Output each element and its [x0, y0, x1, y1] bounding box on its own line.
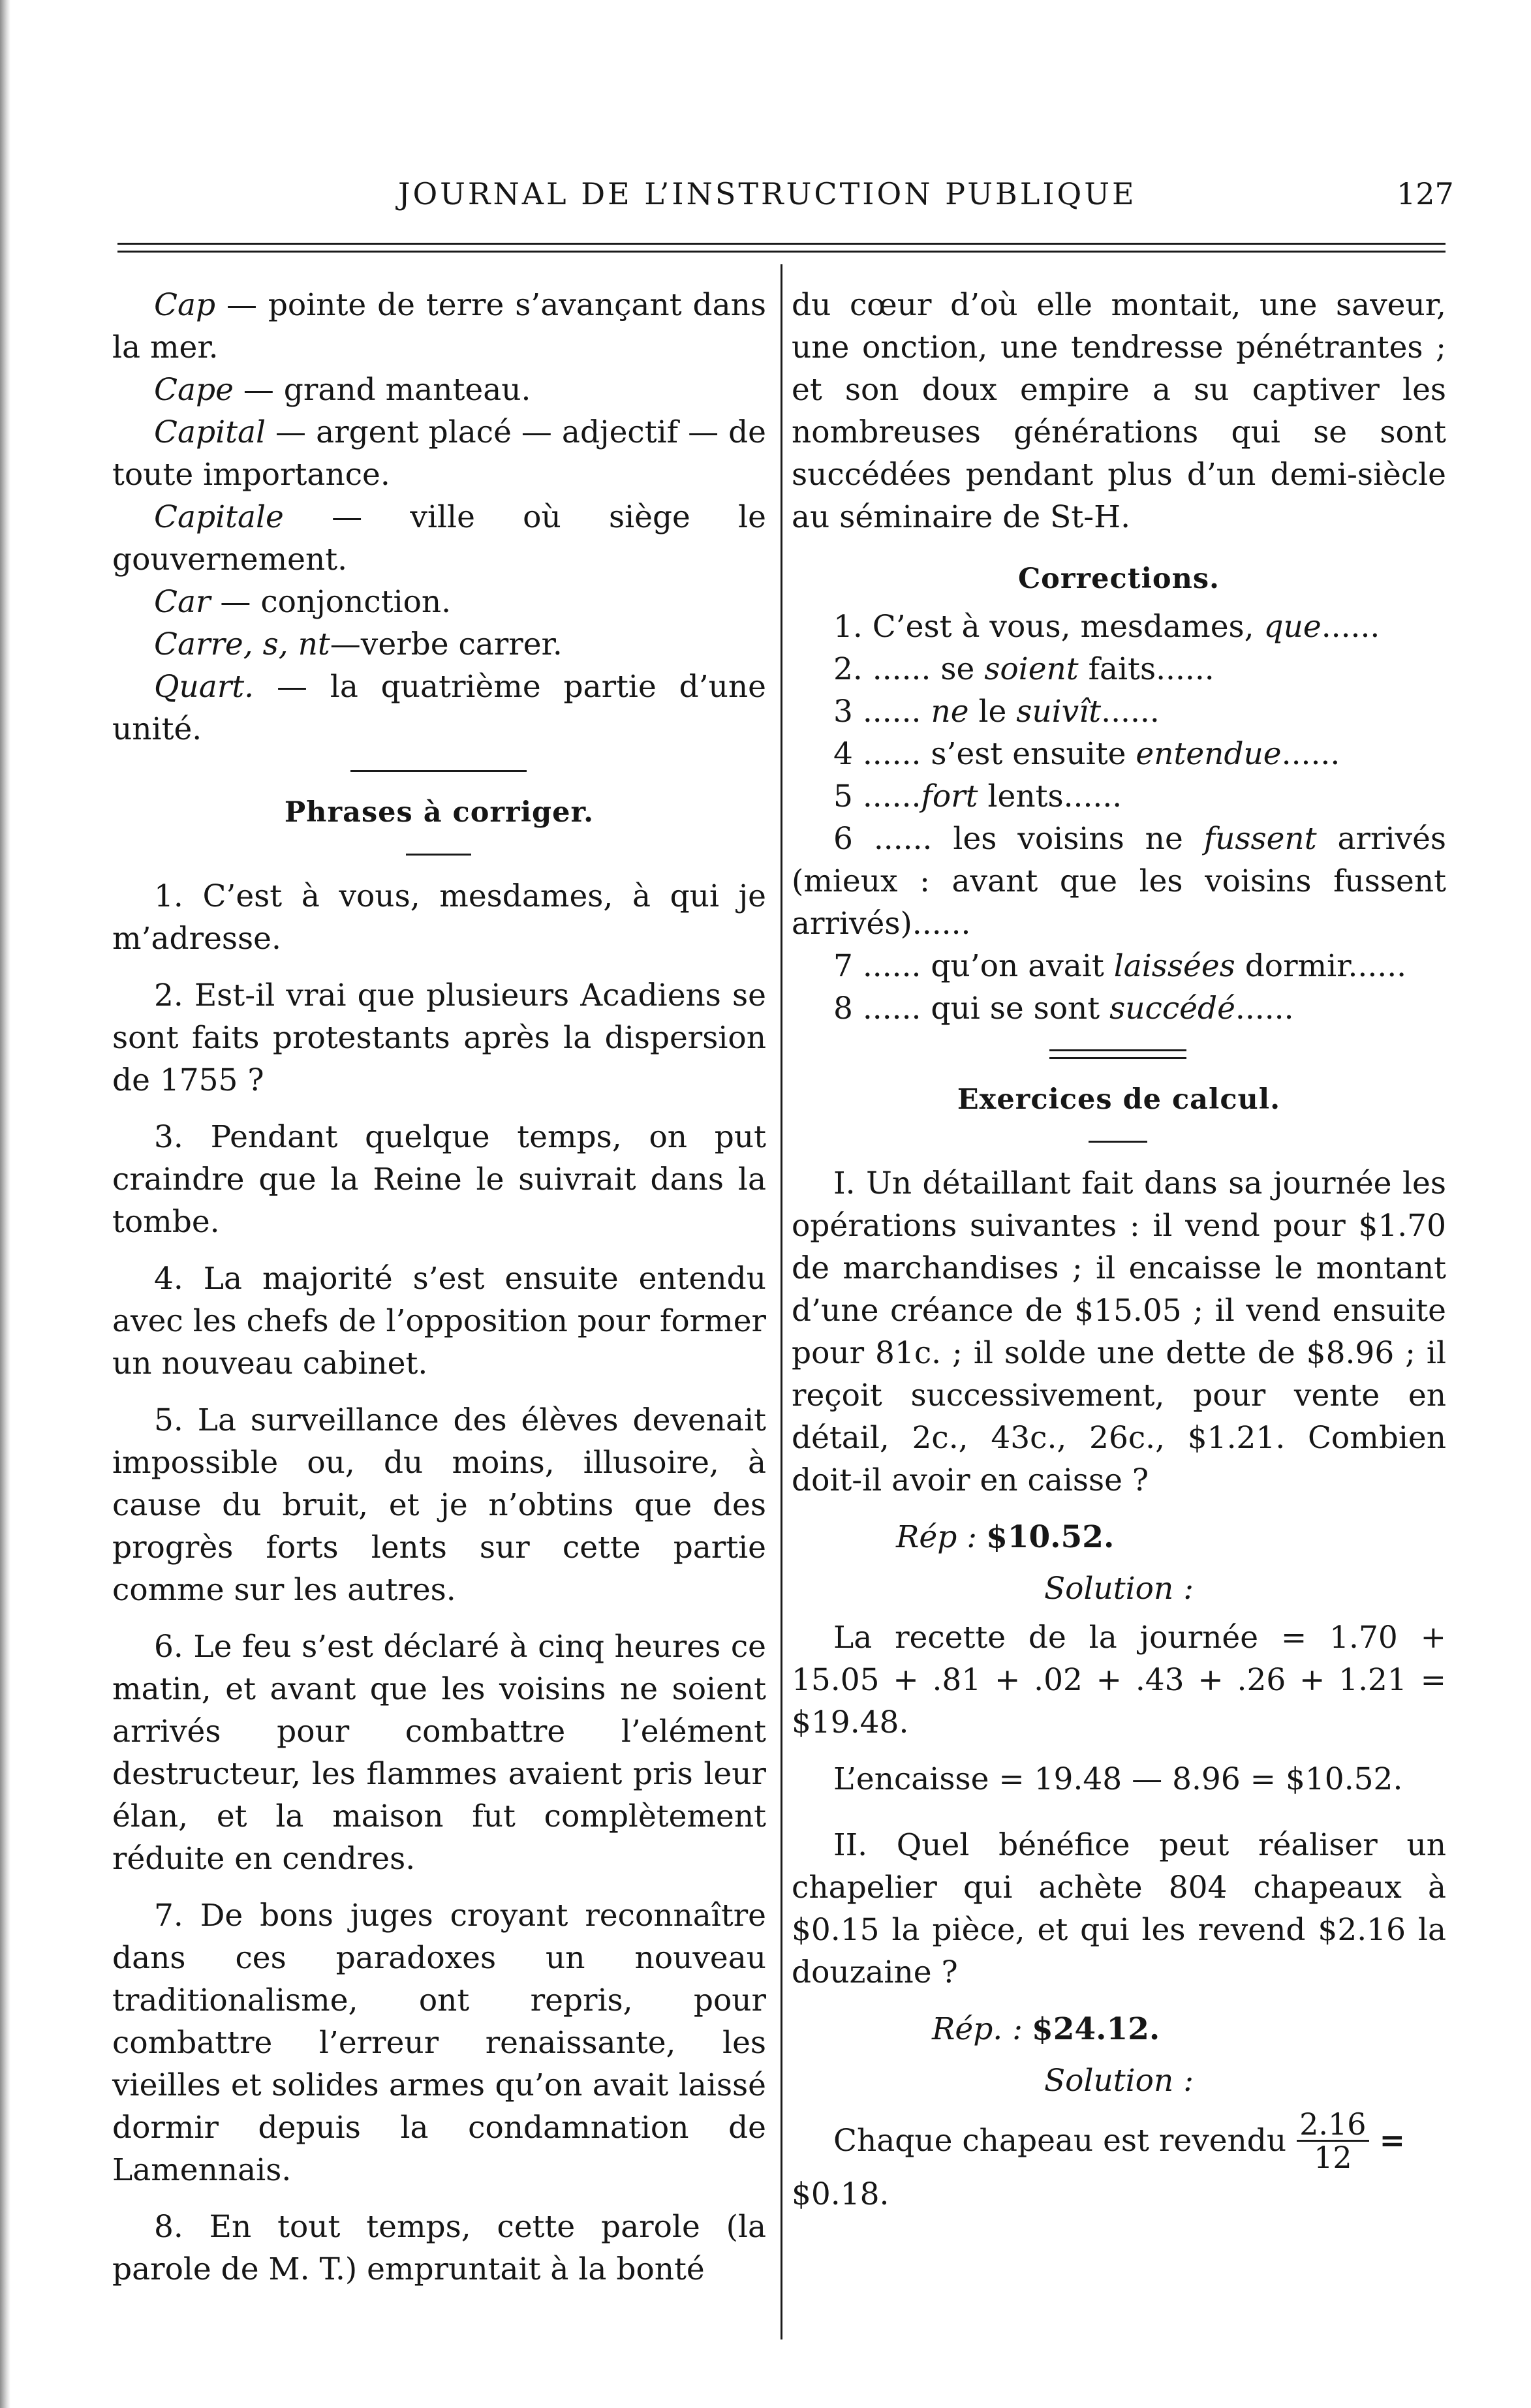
correction-item — [792, 818, 1446, 945]
answer-value: $10.52. — [986, 1519, 1115, 1555]
equals-sign: = — [1379, 2123, 1405, 2159]
phrase-item: 4. La majorité s’est ensuite entendu avec les chefs de l’opposition pour former un nouveau cabinet. — [112, 1261, 766, 1382]
correction-text: 3 ...... — [833, 694, 931, 730]
calc-heading: Exercices de calcul. — [957, 1083, 1281, 1116]
exercise-2-solution-line — [792, 2108, 1446, 2173]
correction-text: arrivés (mieux : avant que les voisins fussent arrivés)...... — [792, 821, 1447, 942]
definitions-list — [112, 284, 766, 750]
correction-text: ...... — [1101, 694, 1160, 730]
definition-term: Quart. — [154, 669, 255, 705]
page-header — [0, 176, 1531, 222]
double-divider — [1049, 1049, 1186, 1059]
correction-emphasis: ne — [931, 694, 969, 730]
definition-item — [112, 623, 766, 666]
definition-separator: — — [330, 626, 361, 662]
correction-text: 8 ...... qui se sont — [833, 991, 1110, 1026]
continuation-paragraph: du cœur d’où elle montait, une saveur, une onction, une tendresse pénétrantes ; et son doux empire a su captiver les nombreuses générations qui se sont succédées pendant plus d’un demi-siècle au séminaire de St-H. — [792, 287, 1446, 535]
definition-separator: — — [283, 499, 410, 535]
exercise-1 — [792, 1162, 1446, 1800]
exercise-2 — [792, 1824, 1446, 2215]
corrections-heading: Corrections. — [1017, 563, 1220, 595]
definition-item — [112, 496, 766, 581]
definition-text: verbe carrer. — [360, 626, 563, 662]
correction-item — [792, 733, 1446, 775]
correction-text: 1. C’est à vous, mesdames, — [833, 609, 1264, 645]
column-divider — [781, 264, 782, 2339]
exercise-1-solution-line-2: L’encaisse = 19.48 — 8.96 = $10.52. — [833, 1761, 1403, 1797]
right-column — [792, 284, 1446, 2215]
definition-item — [112, 411, 766, 496]
correction-item — [792, 606, 1446, 648]
solution-text: Chaque chapeau est revendu — [833, 2123, 1287, 2159]
journal-title: JOURNAL DE L’INSTRUCTION PUBLIQUE — [398, 176, 1137, 211]
correction-text: 5 ...... — [833, 779, 921, 814]
correction-item — [792, 945, 1446, 987]
phrase-item: 2. Est-il vrai que plusieurs Acadiens se sont faits protestants après la dispersion de 1755 ? — [112, 978, 766, 1098]
phrase-item: 1. C’est à vous, mesdames, à qui je m’adresse. — [112, 878, 766, 957]
definition-item — [112, 666, 766, 750]
correction-emphasis: soient — [984, 651, 1079, 687]
correction-item — [792, 987, 1446, 1030]
phrase-item: 8. En tout temps, cette parole (la parole de M. T.) empruntait à la bonté — [112, 2209, 766, 2287]
exercise-2-solution-result: $0.18. — [792, 2176, 889, 2212]
correction-item — [792, 690, 1446, 733]
correction-text: faits...... — [1078, 651, 1214, 687]
definition-term: Capital — [154, 414, 266, 450]
exercise-1-solution-line-1: La recette de la journée = 1.70 + 15.05 + .81 + .02 + .43 + .26 + 1.21 = $19.48. — [792, 1620, 1446, 1740]
definition-text: pointe de terre s’avançant dans la mer. — [112, 287, 766, 365]
definition-text: la quatrième partie d’une unité. — [112, 669, 766, 747]
definition-separator: — — [254, 669, 330, 705]
phrase-item: 3. Pendant quelque temps, on put craindre que la Reine le suivrait dans la tombe. — [112, 1119, 766, 1240]
correction-item — [792, 648, 1446, 690]
correction-emphasis: succédé — [1109, 991, 1235, 1026]
correction-text: 2. ...... se — [833, 651, 985, 687]
header-rule-bottom — [117, 251, 1446, 253]
definition-separator: — — [210, 584, 261, 620]
correction-text: lents...... — [978, 779, 1122, 814]
left-column — [112, 284, 766, 2291]
correction-text: 6 ...... les voisins ne — [833, 821, 1204, 857]
phrase-item: 7. De bons juges croyant reconnaître dans ces paradoxes un nouveau traditionalisme, ont repris, pour combattre l’erreur renaissante, les vieilles et solides armes qu’on avait laissé dormir depuis la condamnation de Lamennais. — [112, 1898, 766, 2188]
correction-text: 7 ...... qu’on avait — [833, 948, 1114, 984]
correction-emphasis: entendue — [1136, 736, 1282, 772]
page-edge — [0, 0, 10, 2408]
corrections-list — [792, 606, 1446, 1030]
fraction-numerator: 2.16 — [1297, 2108, 1369, 2142]
exercise-1-answer — [792, 1516, 1446, 1558]
exercise-2-answer — [792, 2008, 1446, 2050]
definition-term: Cap — [154, 287, 216, 323]
exercise-1-text: I. Un détaillant fait dans sa journée les opérations suivantes : il vend pour $1.70 de marchandises ; il encaisse le montant d’une créance de $15.05 ; il vend ensuite pour 81c. ; il solde une dette de $8.96 ; il reçoit successivement, pour vente en détail, 2c., 43c., 26c., $1.21. Combien doit-il avoir en caisse ? — [792, 1165, 1446, 1498]
correction-emphasis: fort — [921, 779, 978, 814]
definition-separator: — — [266, 414, 317, 450]
correction-text: 4 ...... s’est ensuite — [833, 736, 1136, 772]
phrase-item: 6. Le feu s’est déclaré à cinq heures ce matin, et avant que les voisins ne soient arrivés pour combattre l’elément destructeur, les flammes avaient pris leur élan, et la maison fut complètement réduite en cendres. — [112, 1629, 766, 1877]
definition-term: Car — [154, 584, 211, 620]
definition-item — [112, 284, 766, 369]
definition-term: Carre, s, nt — [154, 626, 330, 662]
definition-term: Capitale — [154, 499, 284, 535]
exercise-2-text: II. Quel bénéfice peut réaliser un chapelier qui achète 804 chapeaux à $0.15 la pièce, et qui les revend $2.16 la douzaine ? — [792, 1827, 1446, 1990]
correction-text: ...... — [1235, 991, 1294, 1026]
phrases-list — [112, 875, 766, 2291]
correction-item — [792, 775, 1446, 818]
phrase-item: 5. La surveillance des élèves devenait impossible ou, du moins, illusoire, à cause du bruit, et je n’obtins que des progrès forts lents sur cette partie comme sur les autres. — [112, 1402, 766, 1608]
correction-text: dormir...... — [1235, 948, 1407, 984]
answer-label: Rép : — [896, 1519, 978, 1555]
definition-item — [112, 581, 766, 623]
exercise-1-solution-label: Solution : — [1044, 1571, 1194, 1607]
definition-term: Cape — [154, 372, 234, 408]
page-number: 127 — [1397, 176, 1454, 211]
correction-emphasis: fussent — [1203, 821, 1317, 857]
fraction-denominator: 12 — [1314, 2140, 1352, 2175]
correction-text: le — [968, 694, 1017, 730]
definition-text: ville où siège le gouvernement. — [112, 499, 766, 578]
header-rule-top — [117, 243, 1446, 245]
definition-item — [112, 369, 766, 411]
correction-emphasis: suivît — [1016, 694, 1102, 730]
definition-separator: — — [233, 372, 284, 408]
answer-label: Rép. : — [932, 2011, 1023, 2047]
correction-emphasis: que — [1263, 609, 1322, 645]
exercise-2-solution-label: Solution : — [1044, 2063, 1194, 2099]
definition-text: argent placé — adjectif — de toute importance. — [112, 414, 766, 493]
short-divider — [1089, 1141, 1147, 1143]
definition-separator: — — [215, 287, 268, 323]
definition-text: grand manteau. — [283, 372, 531, 408]
definition-text: conjonction. — [260, 584, 452, 620]
fraction — [1297, 2108, 1369, 2173]
section-divider — [350, 770, 527, 772]
correction-text: ...... — [1281, 736, 1340, 772]
short-divider — [406, 854, 471, 856]
phrases-heading: Phrases à corriger. — [284, 796, 595, 829]
correction-text: ...... — [1321, 609, 1380, 645]
answer-value: $24.12. — [1032, 2011, 1160, 2047]
correction-emphasis: laissées — [1113, 948, 1235, 984]
